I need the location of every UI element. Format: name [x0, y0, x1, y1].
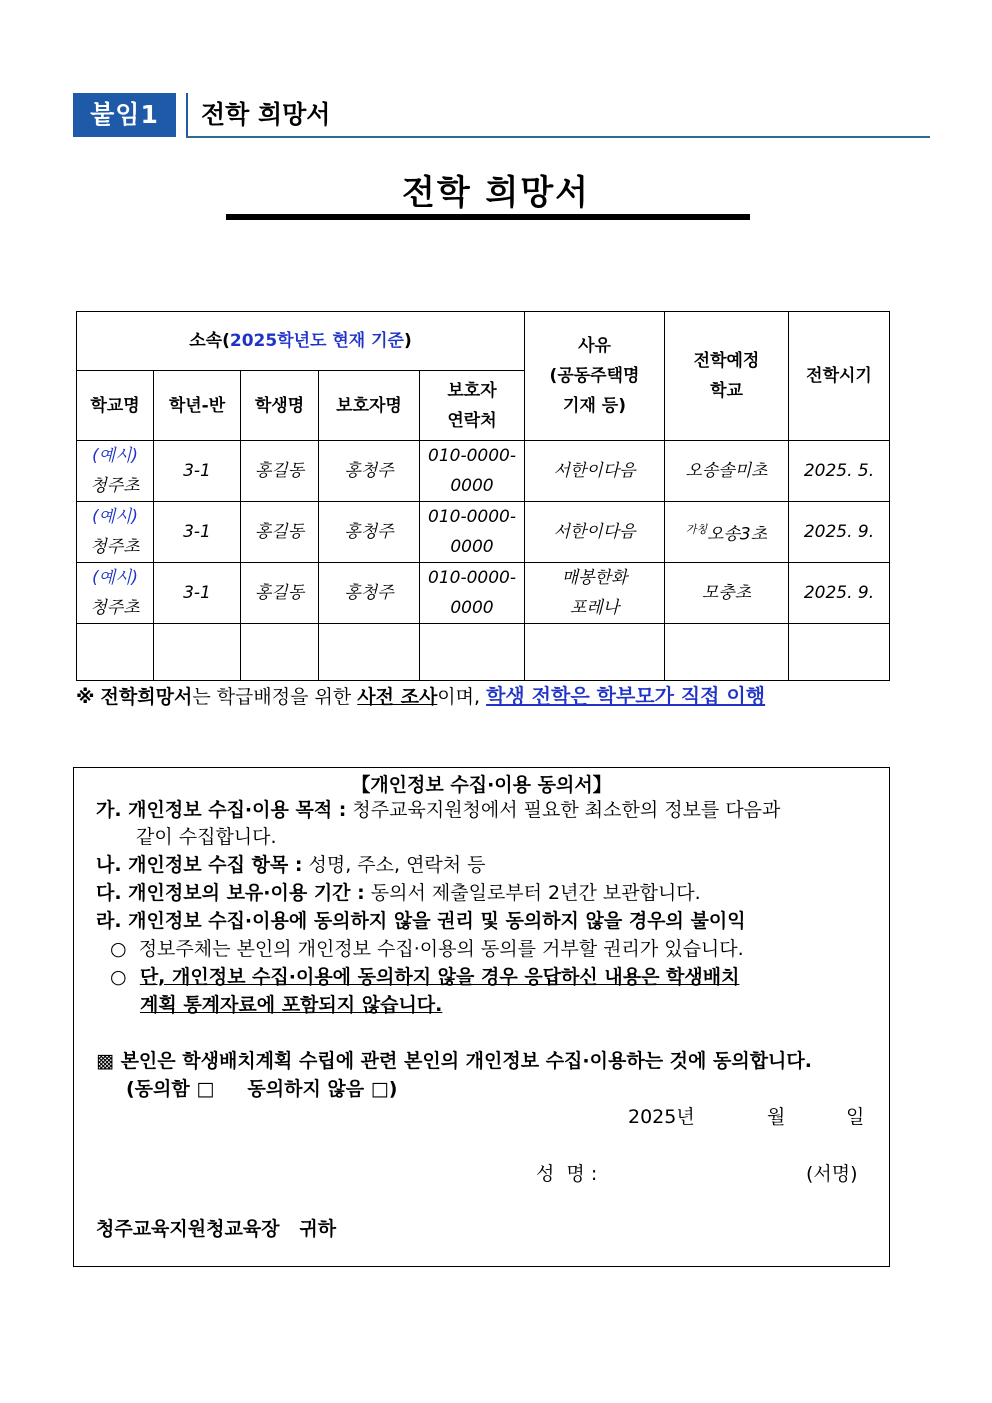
signature-label: 성 명 : — [536, 1163, 598, 1185]
reason-cell[interactable]: 서한이다음 — [525, 502, 665, 563]
guardian-cell[interactable] — [319, 624, 420, 681]
target-school-cell[interactable]: 모충초 — [665, 563, 789, 624]
agreement-options[interactable]: (동의함 □ 동의하지 않음 □) — [126, 1078, 398, 1100]
rights-line: 라. 개인정보 수집·이용에 동의하지 않을 권리 및 동의하지 않을 경우의 불이익 — [96, 910, 746, 932]
header-title: 전학 희망서 — [201, 100, 331, 129]
period-cell[interactable] — [789, 624, 890, 681]
contact-cell[interactable] — [420, 624, 525, 681]
reason-cell[interactable]: 서한이다음 — [525, 441, 665, 502]
contact-cell[interactable]: 010-0000- 0000 — [420, 441, 525, 502]
student-cell[interactable]: 홍길동 — [241, 441, 319, 502]
guardian-contact-header: 보호자 연락처 — [420, 371, 525, 441]
transfer-table — [76, 311, 890, 681]
contact-cell[interactable]: 010-0000- 0000 — [420, 563, 525, 624]
agreement-statement: ▩ 본인은 학생배치계획 수립에 관련 본인의 개인정보 수집·이용하는 것에 동의합니다. — [96, 1050, 812, 1072]
affiliation-header: 소속(2025학년도 현재 기준) — [77, 312, 525, 371]
consent-title: 【개인정보 수집·이용 동의서】 — [351, 774, 612, 796]
grade-cell[interactable]: 3-1 — [154, 441, 241, 502]
school-cell[interactable]: (예시) 청주초 — [77, 563, 154, 624]
period-header: 전학시기 — [789, 312, 890, 441]
reason-cell[interactable] — [525, 624, 665, 681]
header-underline — [186, 136, 930, 138]
target-school-header: 전학예정 학교 — [665, 312, 789, 441]
grade-cell[interactable] — [154, 624, 241, 681]
target-school-cell[interactable]: $^{가칭}$오송3초 — [665, 502, 789, 563]
guardian-name-header: 보호자명 — [319, 371, 420, 441]
school-cell[interactable] — [77, 624, 154, 681]
guardian-cell[interactable]: 홍청주 — [319, 502, 420, 563]
rights-bullet-2-cont: 계획 통계자료에 포함되지 않습니다. — [140, 994, 443, 1016]
school-name-header: 학교명 — [77, 371, 154, 441]
student-cell[interactable]: 홍길동 — [241, 563, 319, 624]
attachment-badge: 붙임1 — [73, 93, 176, 137]
guardian-cell[interactable]: 홍청주 — [319, 441, 420, 502]
guardian-cell[interactable]: 홍청주 — [319, 563, 420, 624]
grade-class-header: 학년-반 — [154, 371, 241, 441]
table-row-empty — [77, 624, 890, 681]
student-cell[interactable]: 홍길동 — [241, 502, 319, 563]
rights-bullet-1: ○ 정보주체는 본인의 개인정보 수집·이용의 동의를 거부할 권리가 있습니다. — [110, 938, 744, 960]
school-cell[interactable]: (예시) 청주초 — [77, 441, 154, 502]
target-school-cell[interactable]: 오송솔미초 — [665, 441, 789, 502]
school-cell[interactable]: (예시) 청주초 — [77, 502, 154, 563]
table-row — [77, 563, 890, 624]
period-cell[interactable]: 2025. 5. — [789, 441, 890, 502]
retention-line: 다. 개인정보의 보유·이용 기간 : 동의서 제출일로부터 2년간 보관합니다. — [96, 882, 701, 904]
recipient-line: 청주교육지원청교육장 귀하 — [96, 1218, 337, 1240]
title-underline — [226, 214, 750, 220]
grade-cell[interactable]: 3-1 — [154, 563, 241, 624]
date-year: 2025년 — [628, 1106, 695, 1128]
period-cell[interactable]: 2025. 9. — [789, 502, 890, 563]
rights-bullet-2: ○ 단, 개인정보 수집·이용에 동의하지 않을 경우 응답하신 내용은 학생배치 — [110, 966, 740, 988]
reason-cell[interactable]: 매봉한화 포레나 — [525, 563, 665, 624]
privacy-consent-box — [73, 767, 890, 1267]
student-cell[interactable] — [241, 624, 319, 681]
reason-header: 사유 (공동주택명 기재 등) — [525, 312, 665, 441]
signature-mark[interactable]: (서명) — [806, 1163, 858, 1185]
header-separator — [186, 93, 188, 137]
section-header — [73, 93, 930, 139]
purpose-line-cont: 같이 수집합니다. — [136, 826, 277, 848]
table-note: ※ 전학희망서는 학급배정을 위한 사전 조사이며, 학생 전학은 학부모가 직접 이행 — [76, 684, 766, 708]
date-day[interactable]: 일 — [846, 1106, 865, 1128]
items-line: 나. 개인정보 수집 항목 : 성명, 주소, 연락처 등 — [96, 854, 486, 876]
table-row — [77, 441, 890, 502]
table-row — [77, 502, 890, 563]
student-name-header: 학생명 — [241, 371, 319, 441]
contact-cell[interactable]: 010-0000- 0000 — [420, 502, 525, 563]
date-month[interactable]: 월 — [767, 1106, 786, 1128]
grade-cell[interactable]: 3-1 — [154, 502, 241, 563]
purpose-line: 가. 개인정보 수집·이용 목적 : 청주교육지원청에서 필요한 최소한의 정보를 다음과 — [96, 799, 781, 821]
document-title: 전학 희망서 — [401, 173, 591, 213]
period-cell[interactable]: 2025. 9. — [789, 563, 890, 624]
target-school-cell[interactable] — [665, 624, 789, 681]
